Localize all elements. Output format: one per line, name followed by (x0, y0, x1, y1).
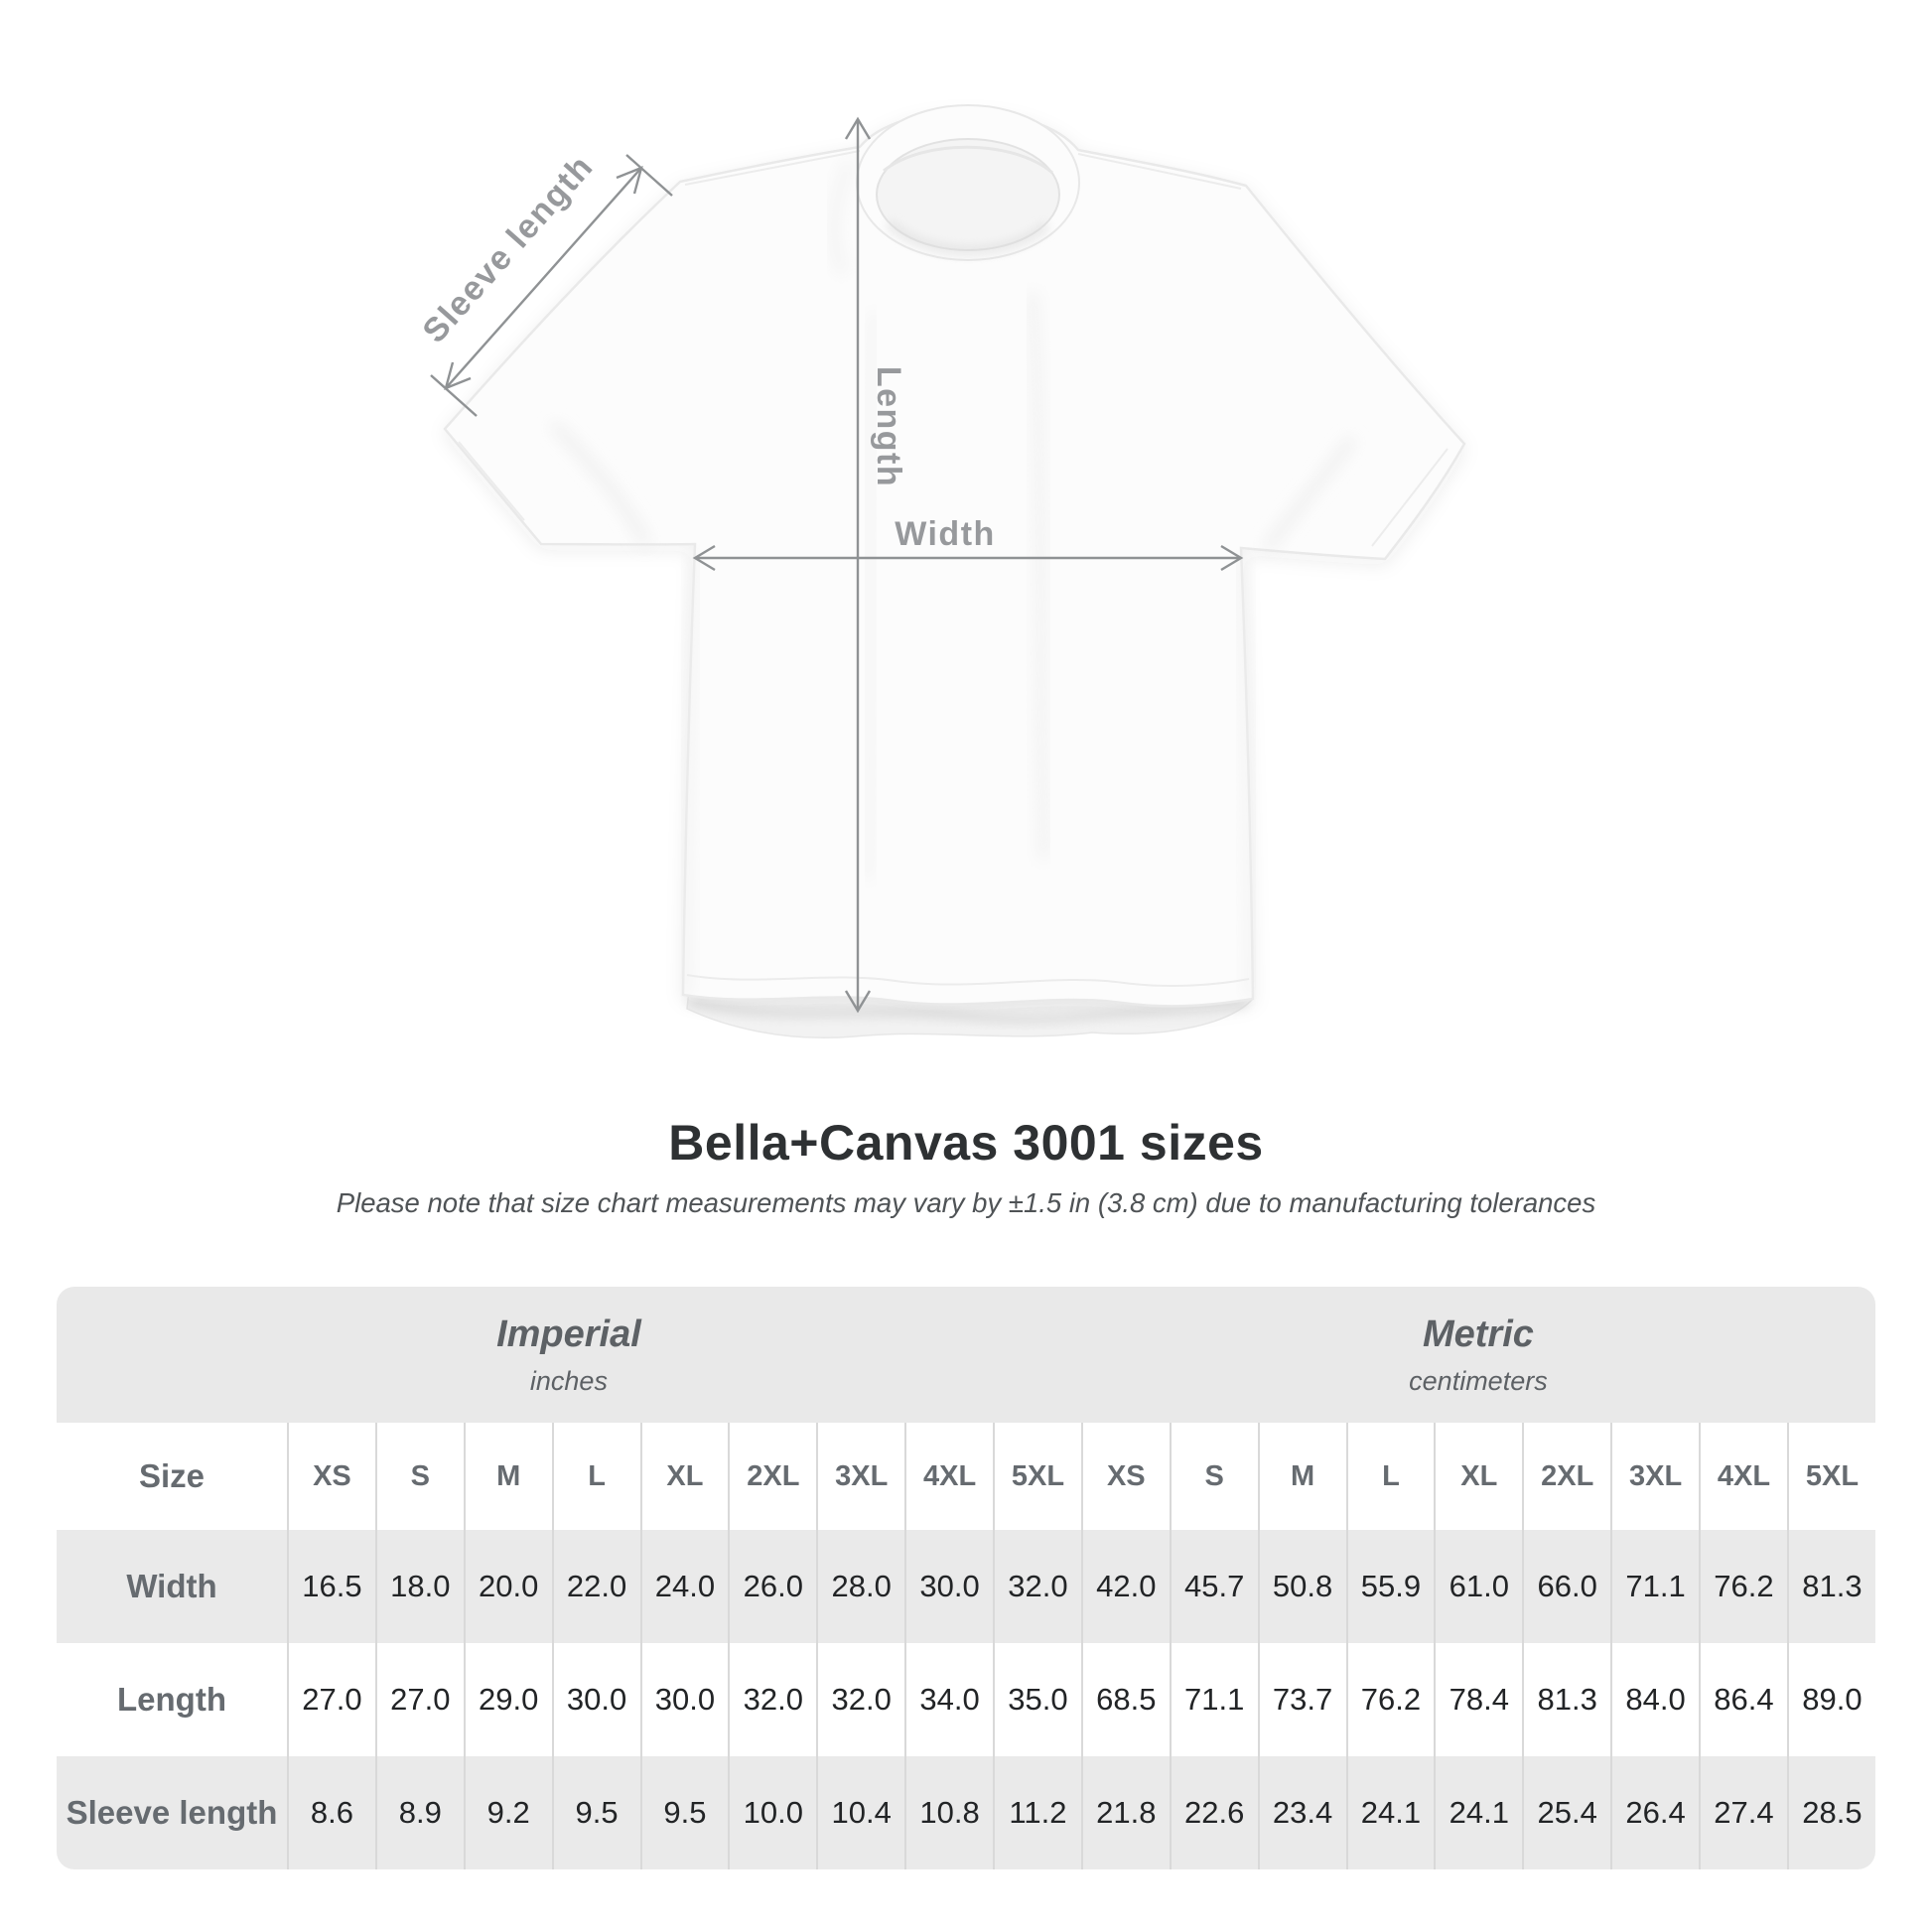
value-cell: 81.3 (1787, 1530, 1875, 1643)
page-title: Bella+Canvas 3001 sizes (668, 1115, 1264, 1171)
row-label: Width (57, 1530, 287, 1643)
value-cell: 45.7 (1170, 1530, 1258, 1643)
value-cell: 28.0 (816, 1530, 904, 1643)
value-cell: 23.4 (1258, 1756, 1346, 1869)
value-cell: 24.0 (640, 1530, 729, 1643)
value-cell: 9.5 (552, 1756, 640, 1869)
value-cell: 22.0 (552, 1530, 640, 1643)
size-col-header: XS (287, 1423, 375, 1530)
value-cell: 71.1 (1170, 1643, 1258, 1756)
value-cell: 8.9 (375, 1756, 464, 1869)
size-col-header: S (375, 1423, 464, 1530)
size-col-header: L (552, 1423, 640, 1530)
size-col-header: S (1170, 1423, 1258, 1530)
value-cell: 71.1 (1610, 1530, 1699, 1643)
value-cell: 28.5 (1787, 1756, 1875, 1869)
value-cell: 16.5 (287, 1530, 375, 1643)
size-chart-table (57, 1287, 1875, 1869)
value-cell: 11.2 (993, 1756, 1081, 1869)
value-cell: 25.4 (1522, 1756, 1610, 1869)
row-label: Sleeve length (57, 1756, 287, 1869)
value-cell: 30.0 (640, 1643, 729, 1756)
value-cell: 30.0 (552, 1643, 640, 1756)
value-cell: 81.3 (1522, 1643, 1610, 1756)
value-cell: 66.0 (1522, 1530, 1610, 1643)
metric-unit: centimeters (1409, 1365, 1548, 1396)
value-cell: 30.0 (904, 1530, 993, 1643)
table-row-length (57, 1643, 1875, 1756)
imperial-unit: inches (529, 1365, 608, 1396)
imperial-header (57, 1287, 1081, 1423)
chart-heading (0, 1114, 1932, 1219)
size-col-header: XL (1434, 1423, 1522, 1530)
value-cell: 61.0 (1434, 1530, 1522, 1643)
table-row-sleeve-length (57, 1756, 1875, 1869)
size-col-header: 5XL (993, 1423, 1081, 1530)
value-cell: 10.0 (728, 1756, 816, 1869)
metric-label: Metric (1422, 1312, 1534, 1355)
value-cell: 34.0 (904, 1643, 993, 1756)
size-col-header: 3XL (1610, 1423, 1699, 1530)
value-cell: 27.0 (287, 1643, 375, 1756)
value-cell: 84.0 (1610, 1643, 1699, 1756)
size-col-header: L (1346, 1423, 1435, 1530)
length-label: Length (870, 365, 907, 488)
value-cell: 10.4 (816, 1756, 904, 1869)
size-col-header: 5XL (1787, 1423, 1875, 1530)
size-col-header: XS (1081, 1423, 1170, 1530)
size-col-header: XL (640, 1423, 729, 1530)
size-column-header: Size (57, 1423, 287, 1530)
value-cell: 26.4 (1610, 1756, 1699, 1869)
value-cell: 22.6 (1170, 1756, 1258, 1869)
size-col-header: 3XL (816, 1423, 904, 1530)
value-cell: 42.0 (1081, 1530, 1170, 1643)
value-cell: 8.6 (287, 1756, 375, 1869)
size-col-header: M (1258, 1423, 1346, 1530)
value-cell: 27.0 (375, 1643, 464, 1756)
value-cell: 89.0 (1787, 1643, 1875, 1756)
value-cell: 27.4 (1699, 1756, 1787, 1869)
size-header-row (57, 1423, 1875, 1530)
value-cell: 18.0 (375, 1530, 464, 1643)
value-cell: 32.0 (728, 1643, 816, 1756)
value-cell: 35.0 (993, 1643, 1081, 1756)
value-cell: 9.5 (640, 1756, 729, 1869)
value-cell: 55.9 (1346, 1530, 1435, 1643)
value-cell: 20.0 (464, 1530, 552, 1643)
value-cell: 21.8 (1081, 1756, 1170, 1869)
value-cell: 24.1 (1346, 1756, 1435, 1869)
value-cell: 78.4 (1434, 1643, 1522, 1756)
size-col-header: M (464, 1423, 552, 1530)
value-cell: 68.5 (1081, 1643, 1170, 1756)
size-col-header: 2XL (728, 1423, 816, 1530)
value-cell: 29.0 (464, 1643, 552, 1756)
value-cell: 76.2 (1699, 1530, 1787, 1643)
tolerance-note: Please note that size chart measurements may vary by ±1.5 in (3.8 cm) due to manufacturing tolerances (336, 1187, 1596, 1218)
tshirt-collar (857, 105, 1079, 260)
value-cell: 73.7 (1258, 1643, 1346, 1756)
table-row-width (57, 1530, 1875, 1643)
value-cell: 26.0 (728, 1530, 816, 1643)
sleeve-length-label: Sleeve length (415, 147, 602, 350)
size-col-header: 4XL (1699, 1423, 1787, 1530)
value-cell: 76.2 (1346, 1643, 1435, 1756)
metric-header (1081, 1287, 1875, 1423)
row-label: Length (57, 1643, 287, 1756)
value-cell: 24.1 (1434, 1756, 1522, 1869)
value-cell: 50.8 (1258, 1530, 1346, 1643)
value-cell: 86.4 (1699, 1643, 1787, 1756)
width-label: Width (895, 515, 996, 553)
value-cell: 10.8 (904, 1756, 993, 1869)
size-col-header: 4XL (904, 1423, 993, 1530)
value-cell: 32.0 (816, 1643, 904, 1756)
value-cell: 9.2 (464, 1756, 552, 1869)
size-col-header: 2XL (1522, 1423, 1610, 1530)
value-cell: 32.0 (993, 1530, 1081, 1643)
imperial-label: Imperial (496, 1312, 641, 1355)
unit-header-row (57, 1287, 1875, 1423)
